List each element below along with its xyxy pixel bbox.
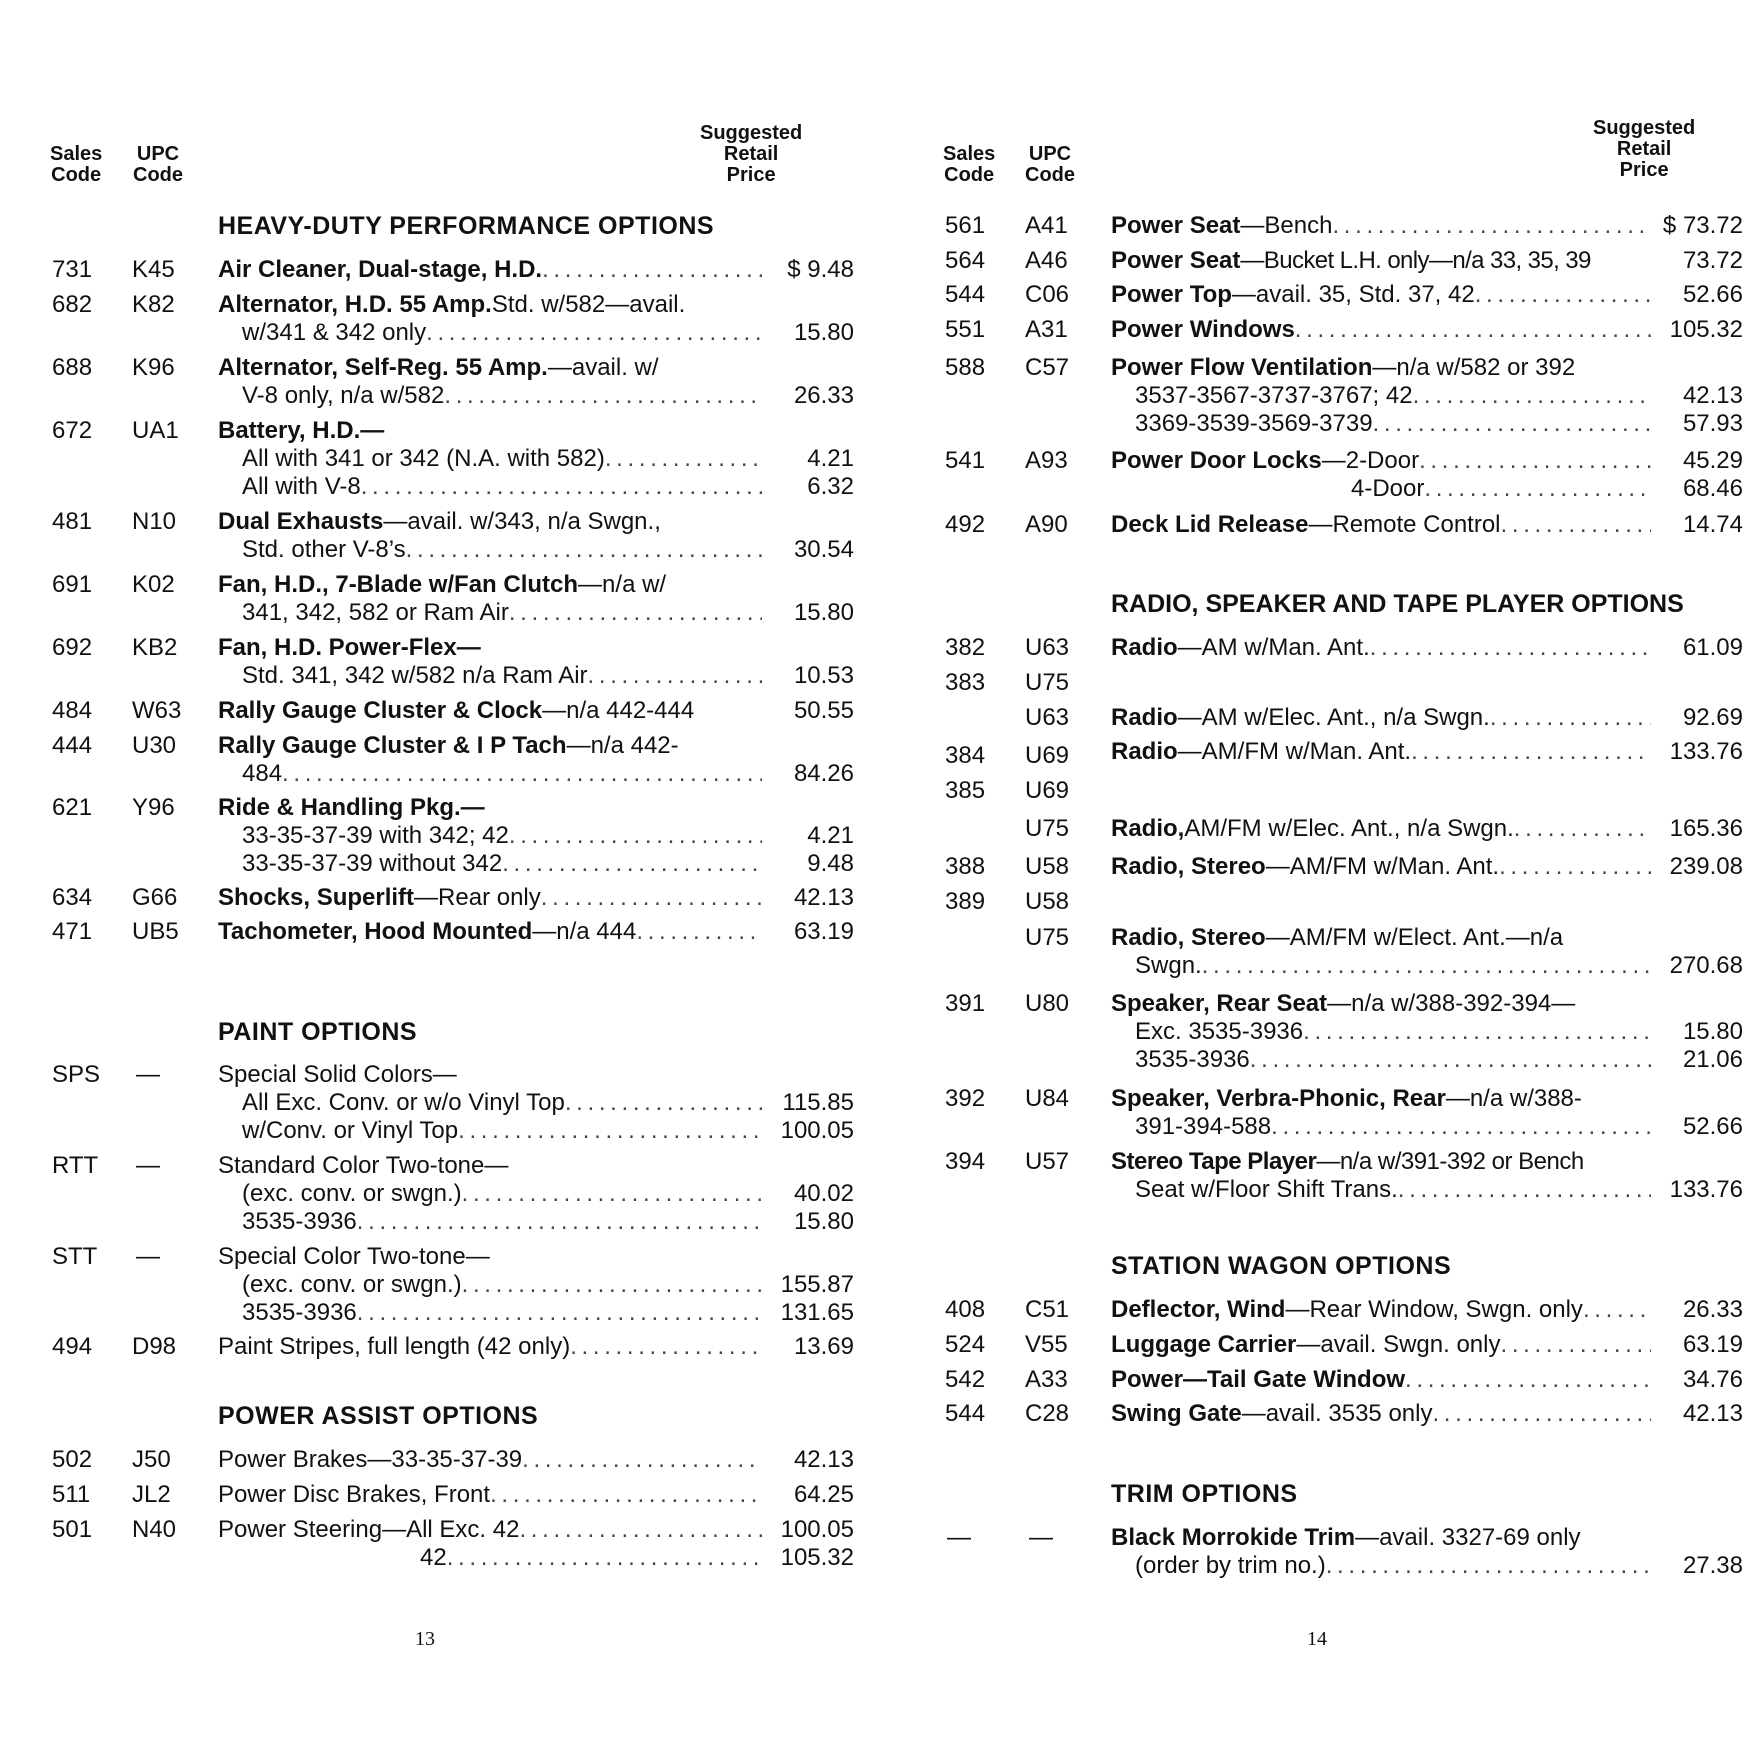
option-name: Luggage Carrier (1111, 1331, 1297, 1358)
option-detail-line: (exc. conv. or swgn.) (242, 1180, 462, 1207)
sales-code: 672 (52, 417, 93, 444)
option-detail-line: 3535-3936 (1135, 1046, 1250, 1073)
option-price: 64.25 (793, 1481, 854, 1508)
option-detail-line: All with 341 or 342 (N.A. with 582) (242, 445, 605, 472)
option-name: Power Seat (1111, 212, 1241, 239)
option-price: 63.19 (793, 918, 854, 945)
option-name: Special Solid Colors— (218, 1061, 457, 1088)
option-name: Radio (1111, 738, 1178, 765)
option-price: 15.80 (793, 319, 854, 346)
option-detail: —avail. w/343, n/a Swgn., (383, 508, 661, 535)
upc-code: KB2 (132, 634, 178, 661)
option-price: 40.02 (793, 1180, 854, 1207)
upc-code: UA1 (132, 417, 179, 444)
upc-code: — (1029, 1524, 1053, 1551)
upc-code: K82 (132, 291, 175, 318)
option-name: Radio (1111, 634, 1178, 661)
option-name: Radio, (1111, 815, 1185, 842)
option-detail: —n/a w/ (578, 571, 667, 598)
option-name: Power Windows (1111, 316, 1295, 343)
sales-code-header: Sales Code (943, 143, 996, 186)
suggested-retail-price-header: Suggested Retail Price (700, 122, 803, 186)
sales-code: 544 (945, 281, 986, 308)
option-name: Power Steering—All Exc. 42 (218, 1516, 520, 1543)
option-detail: —AM/FM w/Man. Ant. (1265, 853, 1500, 880)
sales-code: 389 (945, 888, 986, 915)
upc-code: K02 (132, 571, 175, 598)
sales-code: 688 (52, 354, 93, 381)
option-detail-line: 4-Door (1351, 475, 1425, 502)
upc-code: K45 (132, 256, 175, 283)
option-price: 4.21 (807, 822, 854, 849)
option-detail-line: All with V-8 (242, 473, 361, 500)
sales-code: 511 (52, 1481, 91, 1508)
upc-code: — (136, 1152, 160, 1179)
option-price: 115.85 (782, 1089, 854, 1116)
option-name: Deck Lid Release (1111, 511, 1309, 538)
option-detail: —AM/FM w/Man. Ant. (1177, 738, 1412, 765)
option-detail-line: V-8 only, n/a w/582 (242, 382, 445, 409)
option-detail: —avail. Swgn. only (1296, 1331, 1501, 1358)
option-name: Alternator, Self-Reg. 55 Amp. (218, 354, 548, 381)
option-price: 42.13 (1682, 1400, 1743, 1427)
section-title-power-assist: POWER ASSIST OPTIONS (218, 1402, 539, 1430)
option-detail: —n/a 442- (566, 732, 679, 759)
option-detail-line: 341, 342, 582 or Ram Air (242, 599, 509, 626)
option-price: 100.05 (780, 1516, 854, 1543)
option-detail: —avail. 3535 only (1241, 1400, 1433, 1427)
upc-code-header: UPC Code (133, 143, 183, 186)
upc-code: C51 (1025, 1296, 1070, 1323)
option-detail: —n/a w/388-392-394— (1327, 990, 1576, 1017)
option-detail-line: Swgn. (1135, 952, 1202, 979)
upc-code: K96 (132, 354, 175, 381)
option-detail: —n/a 442-444 (542, 697, 695, 724)
upc-code: A90 (1025, 511, 1068, 538)
option-price: 73.72 (1682, 247, 1743, 274)
upc-code: D98 (132, 1333, 177, 1360)
sales-code: 682 (52, 291, 93, 318)
sales-code: 542 (945, 1366, 986, 1393)
sales-code: 391 (945, 990, 986, 1017)
option-price: 105.32 (780, 1544, 854, 1571)
option-detail: —AM w/Man. Ant. (1177, 634, 1370, 661)
option-price: 50.55 (793, 697, 854, 724)
upc-code: U69 (1025, 777, 1070, 804)
section-title-radio: RADIO, SPEAKER AND TAPE PLAYER OPTIONS (1111, 590, 1684, 618)
sales-code: 621 (52, 794, 93, 821)
option-detail: Std. w/582—avail. (491, 291, 686, 318)
upc-code: — (136, 1243, 160, 1270)
upc-code: W63 (132, 697, 182, 724)
option-detail: —avail. 3327-69 only (1355, 1524, 1581, 1551)
option-price: 13.69 (793, 1333, 854, 1360)
option-price: 21.06 (1682, 1046, 1743, 1073)
sales-code: 588 (945, 354, 986, 381)
option-name: Alternator, H.D. 55 Amp. (218, 291, 492, 318)
upc-code: U57 (1025, 1148, 1070, 1175)
option-detail-line: 484 (242, 760, 283, 787)
option-price: 26.33 (1682, 1296, 1743, 1323)
option-price: 270.68 (1669, 952, 1743, 979)
section-title-paint: PAINT OPTIONS (218, 1018, 418, 1046)
option-detail: —AM/FM w/Elect. Ant.—n/a (1265, 924, 1564, 951)
option-detail-line: Std. other V-8’s (242, 536, 406, 563)
sales-code: — (947, 1524, 971, 1551)
option-detail: —AM w/Elec. Ant., n/a Swgn. (1177, 704, 1490, 731)
option-name: Dual Exhausts (218, 508, 384, 535)
option-price: 133.76 (1669, 738, 1743, 765)
upc-code: A41 (1025, 212, 1068, 239)
option-price: 14.74 (1682, 511, 1743, 538)
option-name: Swing Gate (1111, 1400, 1242, 1427)
option-detail-line: 33-35-37-39 with 342; 42 (242, 822, 509, 849)
option-price: $ 9.48 (787, 256, 854, 283)
option-detail-line: 33-35-37-39 without 342 (242, 850, 503, 877)
option-price: 9.48 (807, 850, 854, 877)
upc-code: N40 (132, 1516, 177, 1543)
upc-code: U84 (1025, 1085, 1070, 1112)
sales-code: 444 (52, 732, 93, 759)
upc-code: Y96 (132, 794, 175, 821)
upc-code: N10 (132, 508, 177, 535)
left-page (0, 0, 854, 1750)
sales-code: STT (52, 1243, 98, 1270)
sales-code: 383 (945, 669, 986, 696)
option-detail-line: Seat w/Floor Shift Trans. (1135, 1176, 1398, 1203)
option-price: 15.80 (793, 1208, 854, 1235)
option-price: 42.13 (1682, 382, 1743, 409)
option-name: Paint Stripes, full length (42 only) (218, 1333, 571, 1360)
option-name: Power Top (1111, 281, 1232, 308)
option-name: Power Seat (1111, 247, 1241, 274)
option-name: Radio (1111, 704, 1178, 731)
option-detail: —Bucket L.H. only—n/a 33, 35, 39 (1240, 247, 1591, 274)
sales-code: 408 (945, 1296, 986, 1323)
option-price: 10.53 (793, 662, 854, 689)
upc-code: U63 (1025, 704, 1070, 731)
option-price: 155.87 (780, 1271, 854, 1298)
upc-code: G66 (132, 884, 178, 911)
upc-code: U58 (1025, 853, 1070, 880)
upc-code: U58 (1025, 888, 1070, 915)
option-price: 131.65 (780, 1299, 854, 1326)
sales-code: 541 (945, 447, 986, 474)
option-price: 165.36 (1669, 815, 1743, 842)
sales-code: 564 (945, 247, 986, 274)
upc-code-header: UPC Code (1025, 143, 1075, 186)
right-page (905, 0, 1750, 1750)
option-price: 42.13 (793, 884, 854, 911)
option-detail: —Rear Window, Swgn. only (1285, 1296, 1583, 1323)
option-price: 52.66 (1682, 1113, 1743, 1140)
section-title-heavy-duty: HEAVY-DUTY PERFORMANCE OPTIONS (218, 212, 715, 240)
option-name: Rally Gauge Cluster & I P Tach (218, 732, 567, 759)
option-name: Special Color Two-tone— (218, 1243, 490, 1270)
option-price: 45.29 (1682, 447, 1743, 474)
option-detail-line: All Exc. Conv. or w/o Vinyl Top (242, 1089, 565, 1116)
option-price: 63.19 (1682, 1331, 1743, 1358)
suggested-retail-price-header: Suggested Retail Price (1593, 117, 1696, 181)
option-detail-line: 391-394-588 (1135, 1113, 1272, 1140)
option-detail-line: Std. 341, 342 w/582 n/a Ram Air (242, 662, 588, 689)
sales-code: 551 (945, 316, 986, 343)
upc-code: U75 (1025, 815, 1070, 842)
option-detail-line: 3535-3936 (242, 1299, 357, 1326)
option-detail: —Rear only (414, 884, 541, 911)
option-name: Rally Gauge Cluster & Clock (218, 697, 543, 724)
option-name: Shocks, Superlift (218, 884, 415, 911)
sales-code: 561 (945, 212, 986, 239)
sales-code: 394 (945, 1148, 986, 1175)
option-name: Fan, H.D., 7-Blade w/Fan Clutch (218, 571, 579, 598)
upc-code: U80 (1025, 990, 1070, 1017)
option-price: 100.05 (780, 1117, 854, 1144)
upc-code: UB5 (132, 918, 179, 945)
option-price: 57.93 (1682, 410, 1743, 437)
option-price: 4.21 (807, 445, 854, 472)
option-price: 68.46 (1682, 475, 1743, 502)
option-name: Battery, H.D.— (218, 417, 385, 444)
option-detail: —n/a w/388- (1445, 1085, 1582, 1112)
option-detail-line: (order by trim no.) (1135, 1552, 1326, 1579)
option-detail: —avail. w/ (547, 354, 659, 381)
sales-code: 392 (945, 1085, 986, 1112)
option-name: Radio, Stereo (1111, 853, 1266, 880)
option-detail: —n/a w/391-392 or Bench (1316, 1148, 1584, 1175)
option-price: 105.32 (1669, 316, 1743, 343)
option-price: 26.33 (793, 382, 854, 409)
upc-code: J50 (132, 1446, 171, 1473)
option-name: Power Door Locks (1111, 447, 1322, 474)
sales-code: 501 (52, 1516, 93, 1543)
option-detail: —Remote Control (1308, 511, 1501, 538)
sales-code: 691 (52, 571, 93, 598)
upc-code: U63 (1025, 634, 1070, 661)
upc-code: U30 (132, 732, 177, 759)
option-price: 6.32 (807, 473, 854, 500)
option-detail-line: w/Conv. or Vinyl Top (242, 1117, 459, 1144)
option-detail: —n/a 444 (532, 918, 637, 945)
upc-code: V55 (1025, 1331, 1068, 1358)
sales-code: 385 (945, 777, 986, 804)
page-number: 14 (1307, 1628, 1327, 1650)
option-price: 42.13 (793, 1446, 854, 1473)
option-name: Power—Tail Gate Window (1111, 1366, 1406, 1393)
upc-code: U75 (1025, 669, 1070, 696)
option-name: Tachometer, Hood Mounted (218, 918, 533, 945)
option-detail: —n/a w/582 or 392 (1372, 354, 1576, 381)
option-detail: —Bench (1240, 212, 1333, 239)
option-name: Power Flow Ventilation (1111, 354, 1373, 381)
option-detail: AM/FM w/Elec. Ant., n/a Swgn. (1184, 815, 1514, 842)
option-name: Ride & Handling Pkg.— (218, 794, 485, 821)
page-number: 13 (415, 1628, 435, 1650)
upc-code: A31 (1025, 316, 1068, 343)
upc-code: C57 (1025, 354, 1070, 381)
sales-code: 524 (945, 1331, 986, 1358)
option-price: $ 73.72 (1662, 212, 1743, 239)
section-title-trim: TRIM OPTIONS (1111, 1480, 1298, 1508)
option-price: 34.76 (1682, 1366, 1743, 1393)
sales-code: 494 (52, 1333, 93, 1360)
sales-code: 502 (52, 1446, 93, 1473)
upc-code: U69 (1025, 742, 1070, 769)
sales-code: 481 (52, 508, 93, 535)
upc-code: C28 (1025, 1400, 1070, 1427)
option-detail: —avail. 35, Std. 37, 42 (1231, 281, 1475, 308)
option-name: Radio, Stereo (1111, 924, 1266, 951)
option-price: 239.08 (1669, 853, 1743, 880)
option-name: Standard Color Two-tone— (218, 1152, 509, 1179)
section-title-station-wagon: STATION WAGON OPTIONS (1111, 1252, 1452, 1280)
sales-code: 384 (945, 742, 986, 769)
option-price: 61.09 (1682, 634, 1743, 661)
sales-code: 492 (945, 511, 986, 538)
option-detail-line: 42 (420, 1544, 447, 1571)
upc-code: A33 (1025, 1366, 1068, 1393)
sales-code-header: Sales Code (50, 143, 103, 186)
option-price: 133.76 (1669, 1176, 1743, 1203)
option-name: Air Cleaner, Dual-stage, H.D. (218, 256, 543, 283)
option-name: Deflector, Wind (1111, 1296, 1286, 1323)
sales-code: 484 (52, 697, 93, 724)
sales-code: 731 (52, 256, 93, 283)
option-name: Speaker, Verbra-Phonic, Rear (1111, 1085, 1446, 1112)
option-detail-line: Exc. 3535-3936 (1135, 1018, 1304, 1045)
option-price: 15.80 (793, 599, 854, 626)
option-name: Black Morrokide Trim (1111, 1524, 1356, 1551)
upc-code: A46 (1025, 247, 1068, 274)
upc-code: — (136, 1061, 160, 1088)
sales-code: 382 (945, 634, 986, 661)
sales-code: 471 (52, 918, 93, 945)
option-detail-line: 3535-3936 (242, 1208, 357, 1235)
option-name: Speaker, Rear Seat (1111, 990, 1328, 1017)
sales-code: SPS (52, 1061, 101, 1088)
option-name: Fan, H.D. Power-Flex— (218, 634, 481, 661)
option-name: Power Disc Brakes, Front (218, 1481, 491, 1508)
option-detail-line: (exc. conv. or swgn.) (242, 1271, 462, 1298)
option-detail-line: w/341 & 342 only (242, 319, 427, 346)
option-price: 30.54 (793, 536, 854, 563)
option-price: 27.38 (1682, 1552, 1743, 1579)
sales-code: 388 (945, 853, 986, 880)
option-price: 52.66 (1682, 281, 1743, 308)
option-price: 15.80 (1682, 1018, 1743, 1045)
option-price: 92.69 (1682, 704, 1743, 731)
upc-code: JL2 (132, 1481, 171, 1508)
upc-code: U75 (1025, 924, 1070, 951)
sales-code: 544 (945, 1400, 986, 1427)
sales-code: 692 (52, 634, 93, 661)
option-name: Power Brakes—33-35-37-39 (218, 1446, 523, 1473)
option-detail-line: 3537-3567-3737-3767; 42 (1135, 382, 1413, 409)
option-price: 84.26 (793, 760, 854, 787)
option-detail: —2-Door (1321, 447, 1420, 474)
sales-code: 634 (52, 884, 93, 911)
upc-code: C06 (1025, 281, 1070, 308)
option-detail-line: 3369-3539-3569-3739 (1135, 410, 1373, 437)
upc-code: A93 (1025, 447, 1068, 474)
option-name: Stereo Tape Player (1111, 1148, 1317, 1175)
sales-code: RTT (52, 1152, 99, 1179)
